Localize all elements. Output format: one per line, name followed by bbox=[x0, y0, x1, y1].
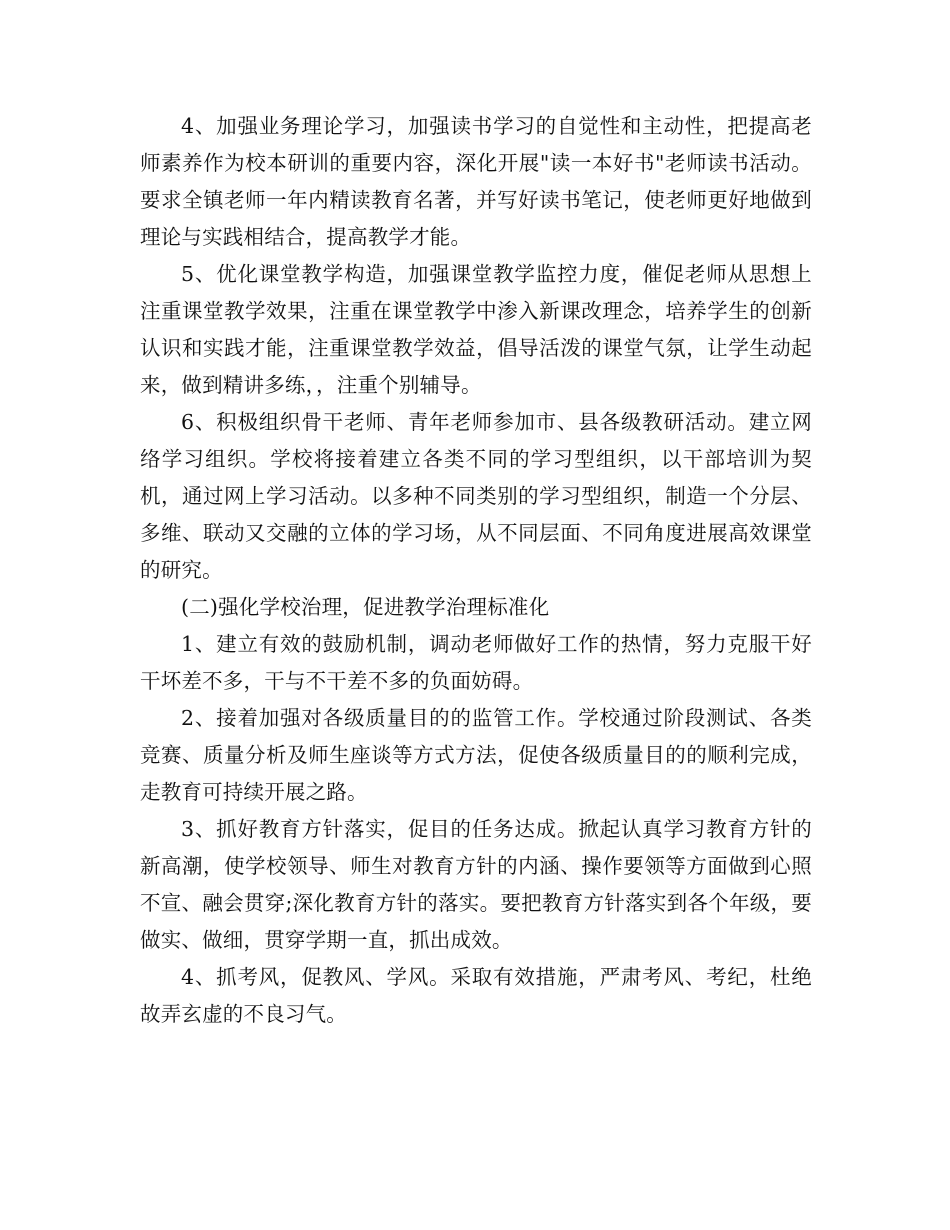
paragraph-education-policy: 3、抓好教育方针落实，促目的任务达成。掀起认真学习教育方针的新高潮，使学校领导、师生对教育方针的内涵、操作要领等方面做到心照不宣、融会贯穿;深化教育方针的落实。要把教育方针落实到各个年级，要做实、做细，贯穿学期一直，抓出成效。 bbox=[140, 817, 812, 952]
paragraph-exam-discipline: 4、抓考风，促教风、学风。采取有效措施，严肃考风、考纪，杜绝故弄玄虚的不良习气。 bbox=[140, 965, 812, 1026]
paragraph-quality-supervision: 2、接着加强对各级质量目的的监管工作。学校通过阶段测试、各类竞赛、质量分析及师生座谈等方式方法，促使各级质量目的的顺利完成，走教育可持续开展之路。 bbox=[140, 706, 812, 804]
paragraph-reading-study: 4、加强业务理论学习，加强读书学习的自觉性和主动性，把提高老师素养作为校本研训的重要内容，深化开展"读一本好书"老师读书活动。要求全镇老师一年内精读教育名著，并写好读书笔记，使老师更好地做到理论与实践相结合，提高教学才能。 bbox=[140, 114, 812, 249]
document-body bbox=[140, 108, 812, 1033]
paragraph-incentive-mechanism: 1、建立有效的鼓励机制，调动老师做好工作的热情，努力克服干好干坏差不多，干与不干差不多的负面妨碍。 bbox=[140, 632, 812, 693]
section-heading-school-management: (二)强化学校治理，促进教学治理标准化 bbox=[181, 595, 550, 619]
paragraph-teacher-activities: 6、积极组织骨干老师、青年老师参加市、县各级教研活动。建立网络学习组织。学校将接着建立各类不同的学习型组织，以干部培训为契机，通过网上学习活动。以多种不同类别的学习型组织，制造一个分层、多维、联动又交融的立体的学习场，从不同层面、不同角度进展高效课堂的研究。 bbox=[140, 410, 812, 582]
paragraph-classroom-structure: 5、优化课堂教学构造，加强课堂教学监控力度，催促老师从思想上注重课堂教学效果，注重在课堂教学中渗入新课改理念，培养学生的创新认识和实践才能，注重课堂教学效益，倡导活泼的课堂气氛，让学生动起来，做到精讲多练，，注重个别辅导。 bbox=[140, 262, 812, 397]
